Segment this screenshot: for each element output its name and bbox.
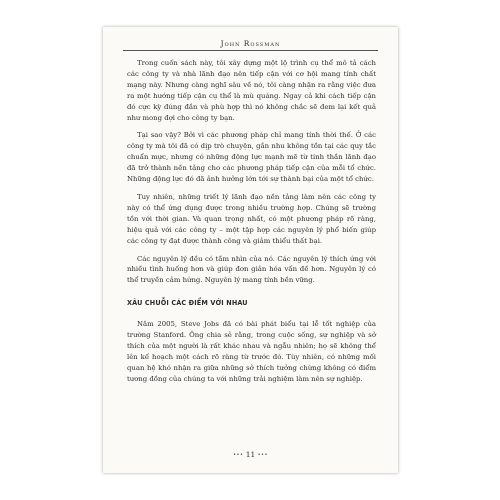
paragraph-1: Trong cuốn sách này, tôi xây dựng một lộ trình cụ thể mô tả cách các công ty và nhà lãnh đạo nên tiếp cận với cơ hội mang tính chất mạng này. Nhưng càng nghĩ sâu về nó, tôi càng nhận ra rằng việc đưa ra một hướng tiếp cận cụ thể là mù quáng. Ngay cả khi cách tiếp cận đó cực kỳ đúng đắn và phù hợp thì nó không chắc sẽ đem lại kết quả như mong đợi cho công ty bạn. bbox=[127, 59, 376, 122]
paragraph-2: Tại sao vậy? Bởi vì các phương pháp chỉ mang tính thời thế. Ở các công ty mà tôi đã có dịp trò chuyện, gắn nhu không tồn tại các quy tắc chuẩn mực, nhưng có những động lực mạnh mẽ từ tinh thần lãnh đạo đã trở thành nền tảng cho các phương pháp tiếp cận của mỗi tổ chức. Những động lực đó đã ảnh hưởng lớn tới sự thành bại của một tổ chức. bbox=[127, 131, 376, 184]
paragraph-3: Tuy nhiên, những triết lý lãnh đạo nền tảng làm nên các công ty này có thể ứng dụng được trong nhiều trường hợp. Chúng sẽ trường tồn với thời gian. Và quan trọng nhất, có một phương pháp rõ ràng, hiệu quả với các công ty – một tập hợp các nguyên lý phổ biến giúp các công ty đạt được thành công và giảm thiểu thất bại. bbox=[127, 192, 376, 245]
book-page bbox=[103, 27, 398, 473]
page-number-value: 11 bbox=[245, 450, 256, 459]
paragraph-5: Năm 2005, Steve Jobs đã có bài phát biểu tại lễ tốt nghiệp của trường Stanford. Ông chia sẻ rằng, trong cuộc sống, sự nghiệp và sở thích của một người là rất khác nhau và ngẫu nhiên; họ sẽ không thể lên kế hoạch một cách rõ ràng từ trước đó. Tùy nhiên, có những mối quan hệ khó nhận ra giữa những sở thích tưởng chừng không có điểm tương đồng của chúng ta với những trải nghiệm làm nên sự nghiệp. bbox=[127, 320, 376, 383]
folio-ornament-left: ••• bbox=[233, 452, 244, 458]
section-heading: XÂU CHUỖI CÁC ĐIỂM VỚI NHAU bbox=[127, 298, 248, 308]
folio-ornament-right: ••• bbox=[257, 452, 268, 458]
header-rule bbox=[123, 50, 378, 51]
page-number bbox=[103, 450, 398, 459]
page-body bbox=[127, 58, 376, 392]
paragraph-4: Các nguyên lý đều có tầm nhìn của nó. Các nguyên lý thích ứng với nhiều tình huống hơn và giúp đơn giản hóa vấn đề hơn. Nguyên lý có thể truyền cảm hứng. Nguyên lý mang tính bền vững. bbox=[127, 254, 376, 285]
running-head-author: John Rossman bbox=[220, 39, 281, 48]
